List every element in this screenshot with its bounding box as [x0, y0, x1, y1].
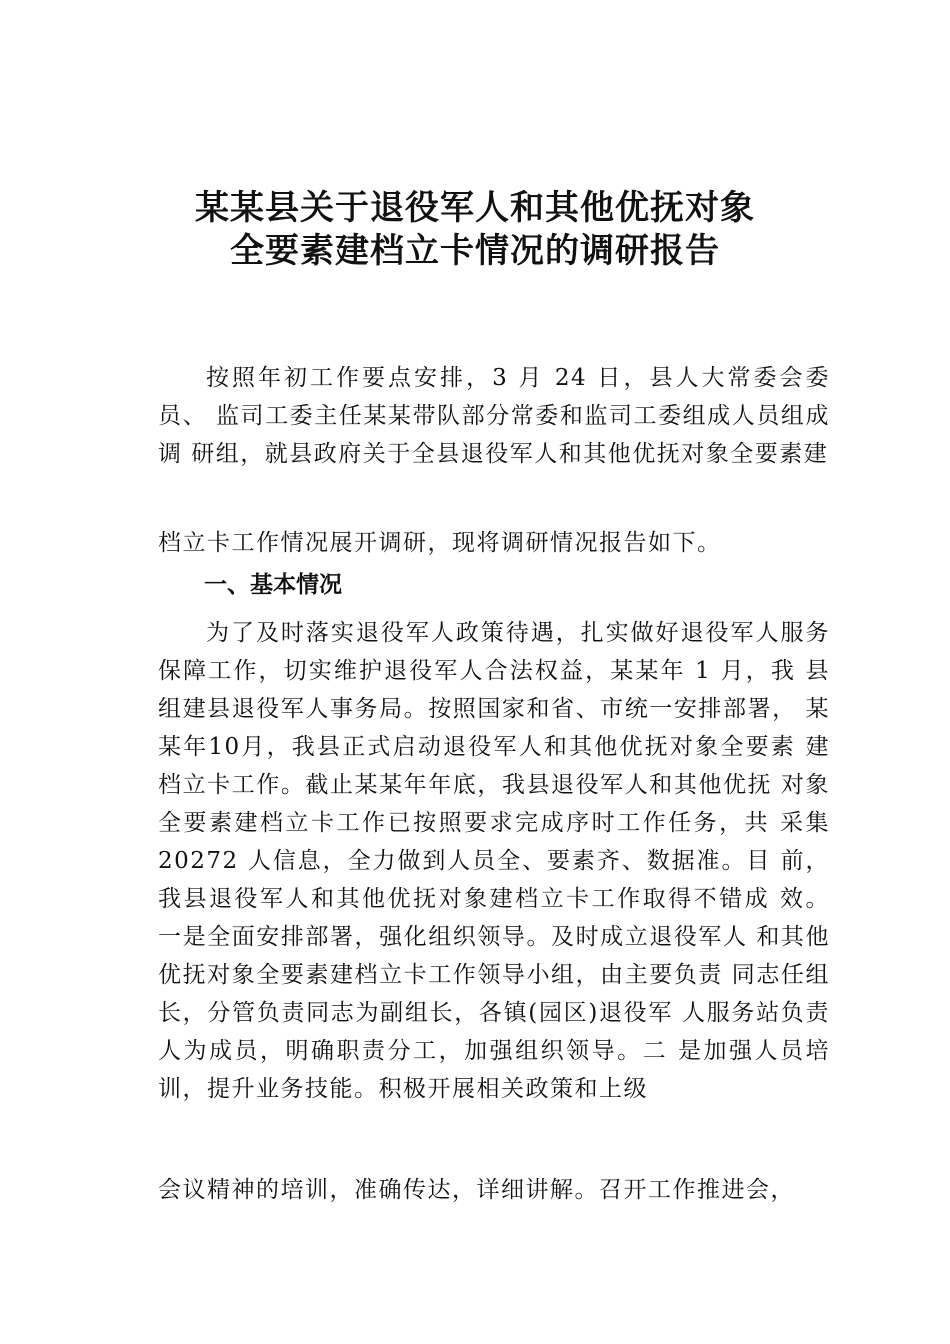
- basic-situation-paragraph: 为了及时落实退役军人政策待遇，扎实做好退役军人服务保障工作，切实维护退役军人合法权益，某某年 1 月，我 县组建县退役军人事务局。按照国家和省、市统一安排部署， 某某年10月，我县正式启动退役军人和其他优抚对象全要素 建档立卡工作。截止某某年年底，我县退役军人和其他优抚 对象全要素建档立卡工作已按照要求完成序时工作任务，共 采集20272 人信息，全力做到人员全、要素齐、数据准。目 前，我县退役军人和其他优抚对象建档立卡工作取得不错成 效。 一是全面安排部署，强化组织领导。及时成立退役军人 和其他优抚对象全要素建档立卡工作领导小组，由主要负责 同志任组长，分管负责同志为副组长，各镇(园区)退役军 人服务站负责人为成员，明确职责分工，加强组织领导。二 是加强人员培训，提升业务技能。积极开展相关政策和上级: [158, 620, 830, 1102]
- document-title-line-2: 全要素建档立卡情况的调研报告: [230, 231, 720, 271]
- intro-paragraph: 按照年初工作要点安排，3 月 24 日，县人大常委会委员、 监司工委主任某某带队部分常委和监司工委组成人员组成调 研组，就县政府关于全县退役军人和其他优抚对象全要素建: [158, 365, 830, 467]
- intro-paragraph-continued: 档立卡工作情况展开调研，现将调研情况报告如下。: [158, 530, 722, 556]
- document-title-line-1: 某某县关于退役军人和其他优抚对象: [195, 188, 755, 228]
- basic-situation-paragraph-continued: 会议精神的培训，准确传达，详细讲解。召开工作推进会，: [158, 1177, 795, 1203]
- section-heading-basic-situation: 一、基本情况: [204, 572, 342, 598]
